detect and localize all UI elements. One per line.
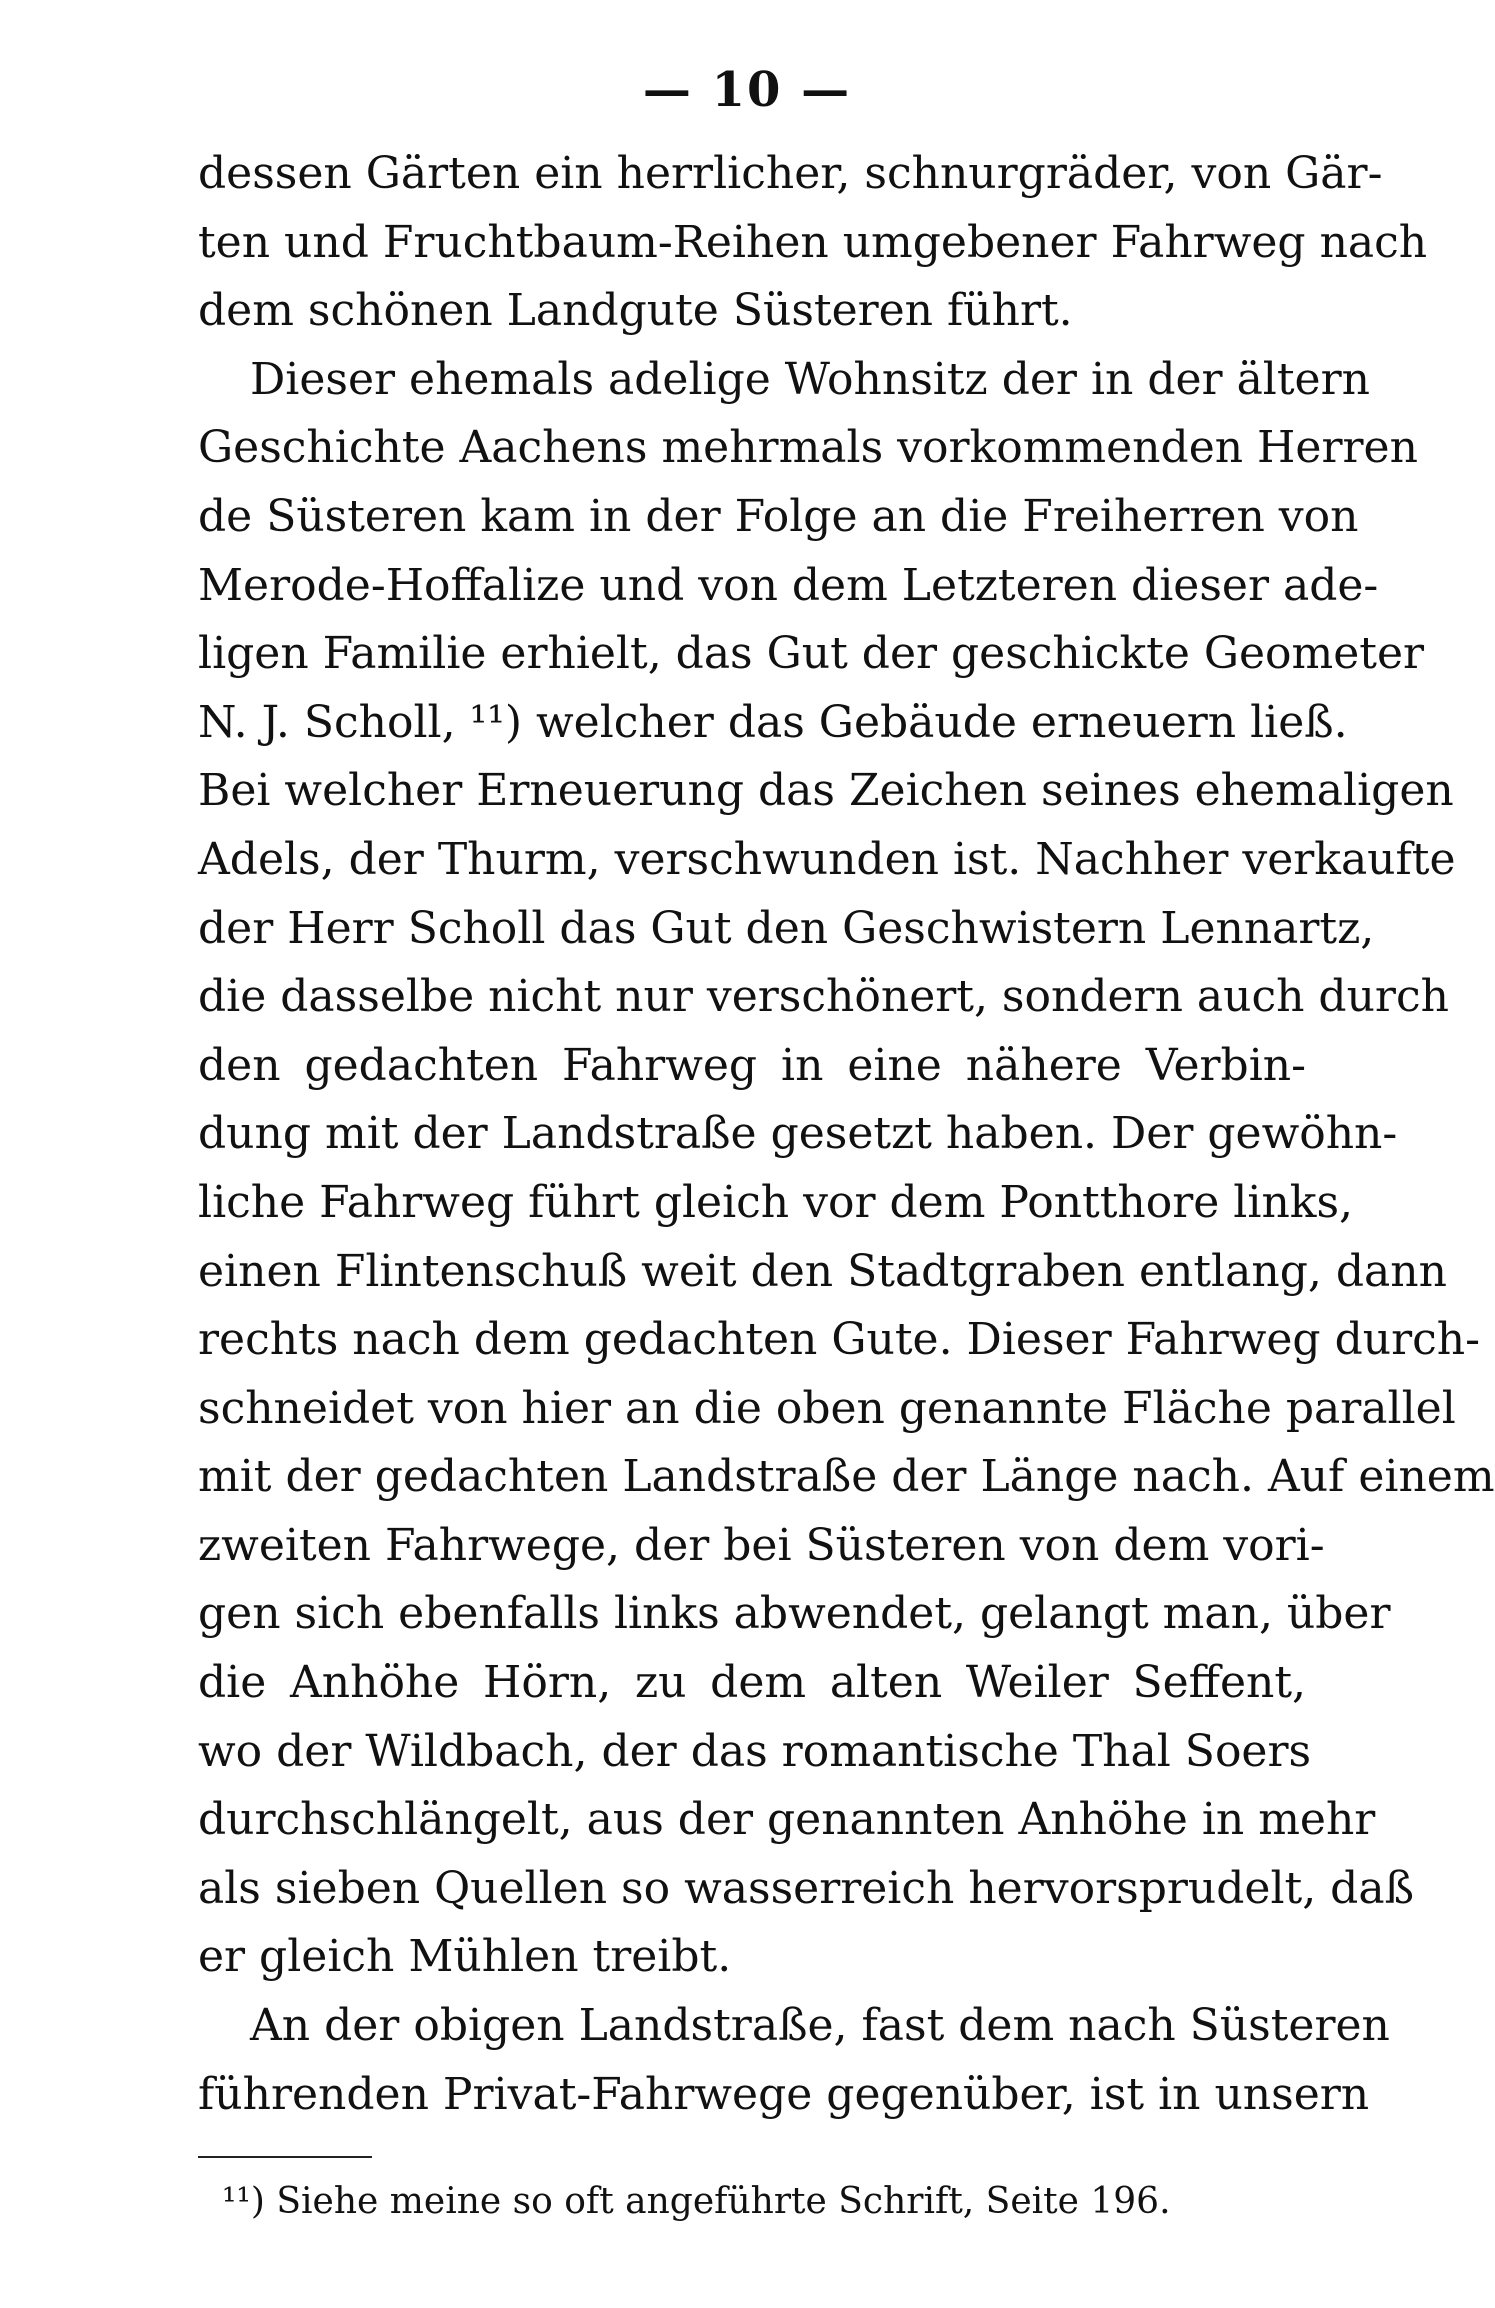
text-line: mit der gedachten Landstraße der Länge nach. Auf einem <box>198 1451 1495 1503</box>
text-line: den gedachten Fahrweg in eine nähere Verbin- <box>198 1039 1306 1091</box>
text-line: de Süsteren kam in der Folge an die Freiherren von <box>198 490 1359 542</box>
text-line: Adels, der Thurm, verschwunden ist. Nachher verkaufte <box>198 833 1456 885</box>
text-line: einen Flintenschuß weit den Stadtgraben entlang, dann <box>198 1245 1447 1297</box>
text-line: ligen Familie erhielt, das Gut der geschickte Geometer <box>198 628 1425 680</box>
text-line: ten und Fruchtbaum-Reihen umgebener Fahrweg nach <box>198 216 1428 268</box>
text-line: der Herr Scholl das Gut den Geschwistern Lennartz, <box>198 902 1375 954</box>
text-line: Bei welcher Erneuerung das Zeichen seines ehemaligen <box>198 765 1454 817</box>
text-line: schneidet von hier an die oben genannte Fläche parallel <box>198 1382 1456 1434</box>
text-line: dung mit der Landstraße gesetzt haben. Der gewöhn- <box>198 1108 1398 1160</box>
text-line: die dasselbe nicht nur verschönert, sondern auch durch <box>198 971 1449 1023</box>
text-line: zweiten Fahrwege, der bei Süsteren von dem vori- <box>198 1519 1325 1571</box>
text-line: Merode-Hoffalize und von dem Letzteren dieser ade- <box>198 559 1379 611</box>
text-line: liche Fahrweg führt gleich vor dem Pontthore links, <box>198 1176 1354 1228</box>
text-line: führenden Privat-Fahrwege gegenüber, ist in unsern <box>198 2068 1370 2120</box>
text-line: die Anhöhe Hörn, zu dem alten Weiler Seffent, <box>198 1657 1306 1709</box>
footnote: ¹¹) Siehe meine so oft angeführte Schrift, Seite 196. <box>222 2181 1171 2222</box>
text-line: durchschlängelt, aus der genannten Anhöhe in mehr <box>198 1794 1376 1846</box>
text-line: er gleich Mühlen treibt. <box>198 1931 732 1983</box>
page-number: — 10 — <box>642 62 852 118</box>
text-line: dessen Gärten ein herrlicher, schnurgräder, von Gär- <box>198 148 1383 199</box>
text-line: dem schönen Landgute Süsteren führt. <box>198 285 1073 337</box>
body-text <box>198 140 1495 2129</box>
text-line: An der obigen Landstraße, fast dem nach Süsteren <box>250 2000 1390 2052</box>
text-line: wo der Wildbach, der das romantische Thal Soers <box>198 1725 1312 1777</box>
text-line: Dieser ehemals adelige Wohnsitz der in der ältern <box>250 353 1370 405</box>
text-line: als sieben Quellen so wasserreich hervorsprudelt, daß <box>198 1862 1414 1914</box>
text-line: Geschichte Aachens mehrmals vorkommenden Herren <box>198 422 1418 474</box>
text-line: N. J. Scholl, ¹¹) welcher das Gebäude erneuern ließ. <box>198 696 1348 748</box>
text-line: gen sich ebenfalls links abwendet, gelangt man, über <box>198 1588 1391 1640</box>
footnote-divider <box>198 2156 372 2158</box>
text-line: rechts nach dem gedachten Gute. Dieser Fahrweg durch- <box>198 1314 1480 1366</box>
